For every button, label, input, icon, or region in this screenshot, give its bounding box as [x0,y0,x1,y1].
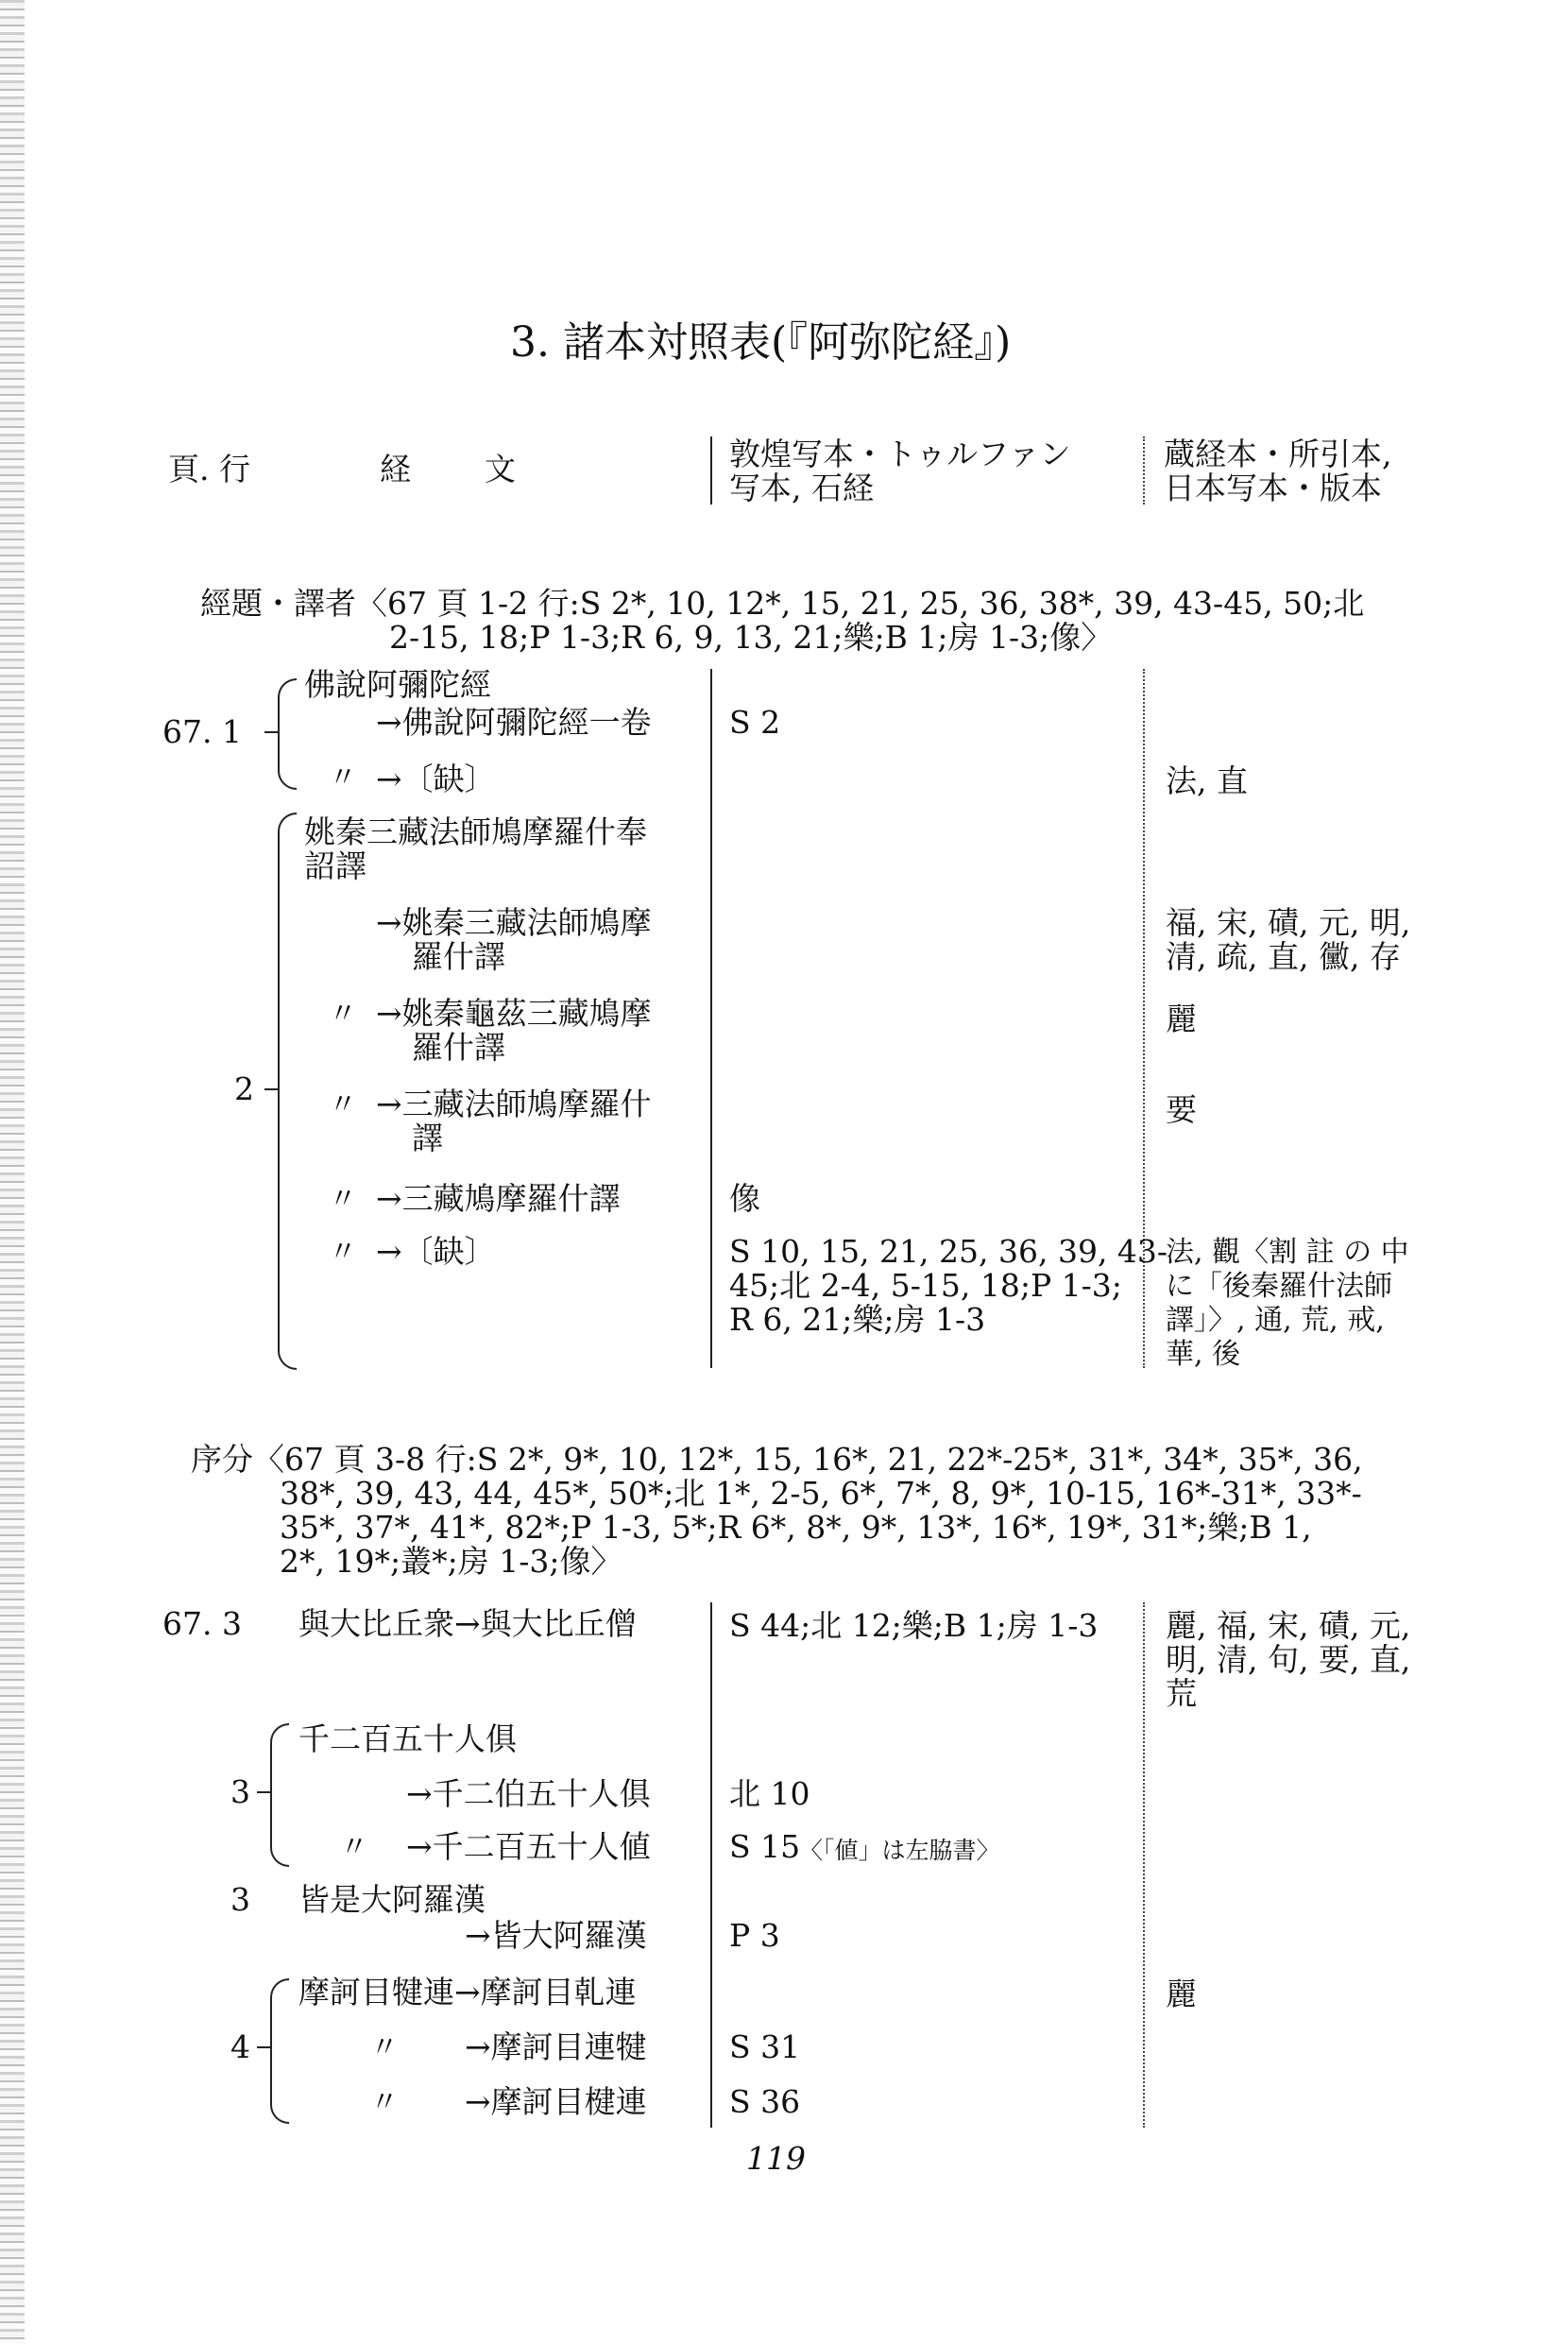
s1-row6-text-1: →姚秦龜茲三藏鳩摩 [376,995,652,1032]
s2-row8-dunhuang: S 31 [729,2028,801,2065]
s1-row3-canon: 法, 直 [1166,762,1248,799]
scan-edge [0,0,25,2344]
s2-row5-text: 皆是大阿羅漢 [298,1881,486,1918]
s1-row8-ditto: 〃 [329,1183,357,1216]
brace-line1 [278,678,297,790]
s1-row9-canon-3: 譯」〉, 通, 荒, 戒, [1166,1304,1385,1337]
brace-line2-tip [264,1088,278,1090]
s2-row7-text: 摩訶目犍連→摩訶目乹連 [298,1974,637,2010]
header-dunhuang-2: 写本, 石経 [729,470,874,506]
header-dunhuang-1: 敦煌写本・トゥルファン [729,436,1071,472]
header-text: 経 文 [380,451,520,488]
page-number: 119 [746,2140,806,2177]
s2-row9-dunhuang: S 36 [729,2083,801,2120]
s1-row9-text: →〔缺〕 [376,1233,496,1270]
s1-row9-dunhuang-1: S 10, 15, 21, 25, 36, 39, 43- [729,1233,1168,1270]
s1-row5-canon-1: 福, 宋, 磧, 元, 明, [1166,904,1411,941]
s2-row6-dunhuang: P 3 [729,1917,780,1954]
s2-row8-ditto: 〃 [370,2031,399,2064]
section2-heading-line4: 2*, 19*;叢*;房 1-3;像〉 [280,1543,622,1580]
s2-row4-dunhuang: S 15 [729,1828,801,1865]
brace-line3 [270,1723,289,1867]
section2-heading-line3: 35*, 37*, 41*, 82*;P 1-3, 5*;R 6*, 8*, 9*, 13*, 16*, 19*, 31*;樂;B 1, [280,1509,1312,1546]
s2-row1-canon-1: 麗, 福, 宋, 磧, 元, [1166,1607,1411,1644]
line-2: 2 [234,1070,254,1107]
page-title: 3. 諸本対照表(『阿弥陀経』) [510,318,1012,367]
ref-67-3: 67. 3 [162,1605,242,1642]
ref-67-1: 67. 1 [162,713,242,750]
s1-row6-canon: 麗 [1166,1001,1197,1037]
s1-row7-text-2: 譯 [412,1120,443,1156]
s1-row3-ditto: 〃 [329,761,357,795]
s2-row8-text: →摩訶目連犍 [465,2028,647,2065]
s1-row2-dunhuang: S 2 [729,704,781,741]
header-divider-2 [1143,436,1145,505]
s1-row7-text-1: →三藏法師鳩摩羅什 [376,1086,652,1122]
s1-row9-canon-1: 法, 觀〈割 註 の 中 [1166,1236,1409,1269]
s1-row2-text: →佛說阿彌陀經一卷 [376,704,652,741]
header-page-line: 頁. 行 [168,451,250,488]
s2-row1-canon-3: 荒 [1166,1675,1197,1712]
s2-row6-text: →皆大阿羅漢 [465,1917,647,1954]
s1-row5-canon-2: 清, 疏, 直, 黴, 存 [1166,938,1401,975]
s1-row6-ditto: 〃 [329,998,357,1031]
header-canon-2: 日本写本・版本 [1164,470,1382,506]
s2-row3-text: →千二伯五十人俱 [406,1775,651,1812]
s1-row8-dunhuang: 像 [729,1180,760,1217]
s1-row9-dunhuang-3: R 6, 21;樂;房 1-3 [729,1301,986,1338]
s2-row9-ditto: 〃 [370,2086,399,2119]
header-divider-1 [710,436,712,505]
brace-line3-tip [257,1791,270,1793]
s1-row7-canon: 要 [1166,1091,1197,1128]
brace-line1-tip [264,731,278,733]
table2-divider-2 [1143,1602,1145,2128]
line-4: 4 [230,2028,250,2065]
s2-row4-note: 〈「値」は左脇書〉 [799,1837,1000,1864]
line-3b: 3 [230,1881,250,1918]
s2-row4-ditto: 〃 [340,1831,368,1864]
s2-row2-text: 千二百五十人俱 [298,1720,517,1757]
header-canon-1: 蔵経本・所引本, [1164,436,1392,472]
s1-row9-ditto: 〃 [329,1236,357,1269]
brace-line2 [278,813,297,1370]
s2-row1-canon-2: 明, 清, 句, 要, 直, [1166,1641,1411,1678]
s1-row4-text-1: 姚秦三藏法師鳩摩羅什奉 [304,813,647,850]
s1-row7-ditto: 〃 [329,1088,357,1121]
s1-row4-text-2: 詔譯 [304,847,366,884]
brace-line4-tip [257,2046,270,2048]
s2-row4-text: →千二百五十人値 [406,1828,651,1865]
s1-row5-text-2: 羅什譯 [412,938,505,975]
s1-row9-canon-4: 華, 後 [1166,1338,1241,1371]
section1-heading-line1: 經題・譯者〈67 頁 1-2 行:S 2*, 10, 12*, 15, 21, 25, 36, 38*, 39, 43-45, 50;北 [200,585,1365,622]
brace-line4 [270,1978,289,2124]
table1-divider-1 [710,669,712,1368]
s2-row3-dunhuang: 北 10 [729,1775,810,1812]
line-3a: 3 [230,1773,250,1810]
s2-row9-text: →摩訶目楗連 [465,2083,647,2120]
s2-row1-text: 與大比丘衆→與大比丘僧 [298,1605,637,1642]
s2-row7-canon: 麗 [1166,1976,1197,2012]
table2-divider-1 [710,1602,712,2128]
s1-row8-text: →三藏鳩摩羅什譯 [376,1180,621,1217]
section2-heading-line2: 38*, 39, 43, 44, 45*, 50*;北 1*, 2-5, 6*, 7*, 8, 9*, 10-15, 16*-31*, 33*- [280,1475,1362,1512]
s1-row1-text: 佛說阿彌陀經 [304,666,491,703]
s2-row1-dunhuang: S 44;北 12;樂;B 1;房 1-3 [729,1607,1099,1644]
section1-heading-line2: 2-15, 18;P 1-3;R 6, 9, 13, 21;樂;B 1;房 1-3;像〉 [389,619,1113,656]
section2-heading-line1: 序分〈67 頁 3-8 行:S 2*, 9*, 10, 12*, 15, 16*, 21, 22*-25*, 31*, 34*, 35*, 36, [191,1441,1363,1478]
s1-row6-text-2: 羅什譯 [412,1029,505,1066]
s1-row3-text: →〔缺〕 [376,761,496,797]
s1-row9-dunhuang-2: 45;北 2-4, 5-15, 18;P 1-3; [729,1267,1122,1304]
s1-row5-text-1: →姚秦三藏法師鳩摩 [376,904,652,941]
s1-row9-canon-2: に「後秦羅什法師 [1166,1270,1392,1303]
